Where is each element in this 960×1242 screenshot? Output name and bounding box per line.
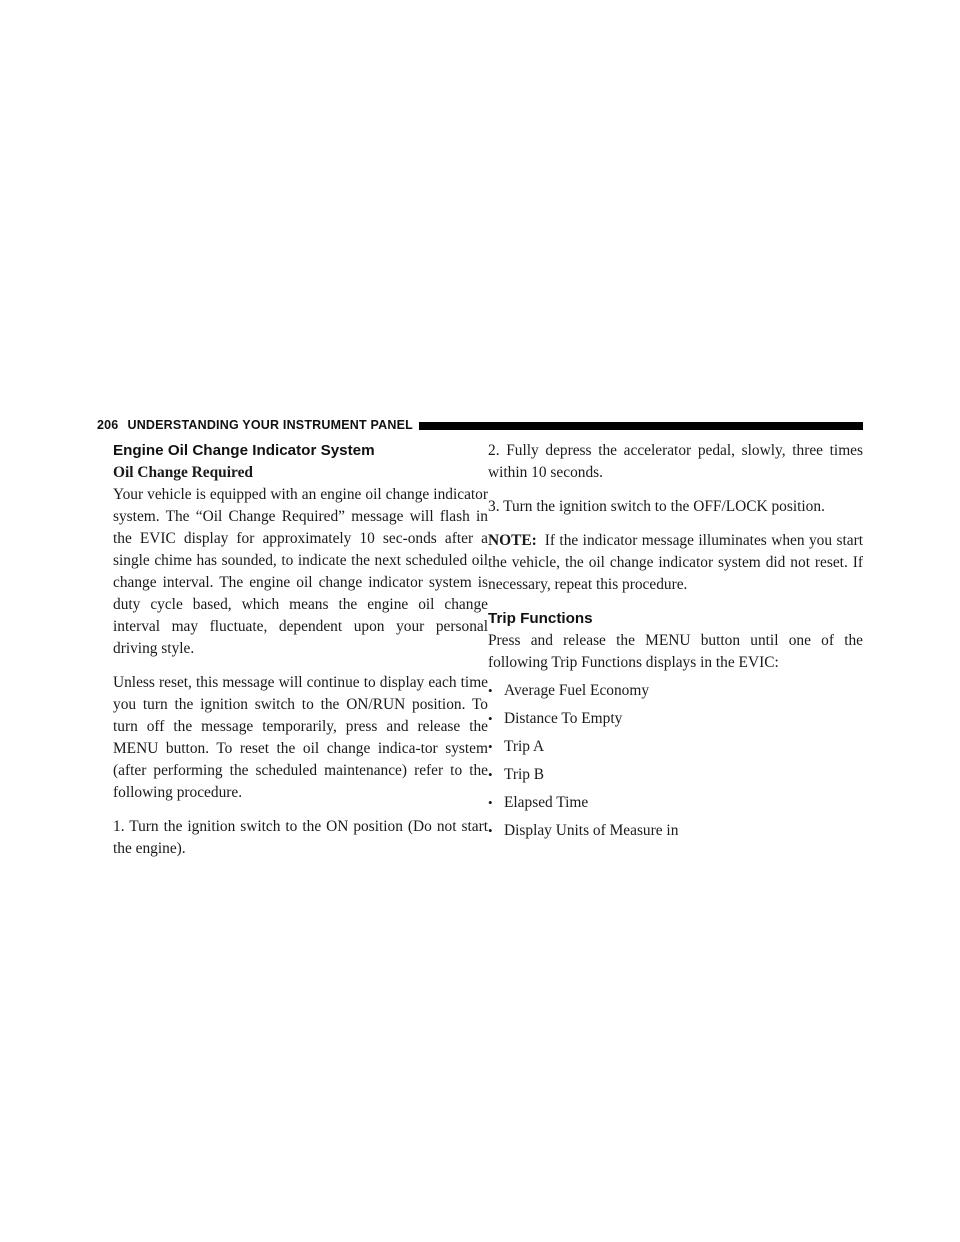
note-label: NOTE: xyxy=(488,532,537,549)
paragraph: Unless reset, this message will continue to display each time you turn the ignition switch to the ON/RUN position. To turn off the message temporarily, press and release the MENU button. To reset the oil change indica-tor system (after performing the scheduled maintenance) refer to the following procedure. xyxy=(113,674,488,801)
bullet-icon: • xyxy=(488,795,493,810)
page-number: 206 xyxy=(97,418,119,432)
paragraph: Press and release the MENU button until one of the following Trip Functions displays in the EVIC: xyxy=(488,632,863,671)
paragraph: Your vehicle is equipped with an engine oil change indicator system. The “Oil Change Required” message will flash in the EVIC display for approximately 10 sec-onds after a single chime has sounded, to indicate the next scheduled oil change interval. The engine oil change indicator system is duty cycle based, which means the engine oil change interval may fluctuate, dependent upon your personal driving style. xyxy=(113,486,488,657)
header-title xyxy=(97,418,413,432)
bullet-icon: • xyxy=(488,823,493,838)
header-rule xyxy=(419,422,863,430)
right-column xyxy=(488,440,863,848)
list-item: • Display Units of Measure in xyxy=(488,820,863,848)
section-heading: Engine Oil Change Indicator System xyxy=(113,442,375,459)
list-item: • Average Fuel Economy xyxy=(488,680,863,708)
page-header xyxy=(97,416,863,438)
bullet-icon: • xyxy=(488,767,493,782)
section-title: UNDERSTANDING YOUR INSTRUMENT PANEL xyxy=(127,418,413,432)
paragraph: 2. Fully depress the accelerator pedal, slowly, three times within 10 seconds. xyxy=(488,442,863,481)
note xyxy=(488,530,863,596)
bullet-icon: • xyxy=(488,711,493,726)
left-column xyxy=(113,440,488,860)
bullet-list xyxy=(488,680,863,848)
paragraph: 3. Turn the ignition switch to the OFF/LOCK position. xyxy=(488,498,825,515)
list-item: • Trip B xyxy=(488,764,863,792)
subsection-heading: Oil Change Required xyxy=(113,464,253,481)
note-text: If the indicator message illuminates when you start the vehicle, the oil change indicator system did not reset. If necessary, repeat this procedure. xyxy=(488,532,863,593)
bullet-icon: • xyxy=(488,739,493,754)
list-item: • Distance To Empty xyxy=(488,708,863,736)
list-item: • Trip A xyxy=(488,736,863,764)
list-item: • Elapsed Time xyxy=(488,792,863,820)
bullet-icon: • xyxy=(488,683,493,698)
paragraph: 1. Turn the ignition switch to the ON position (Do not start the engine). xyxy=(113,818,488,857)
section-heading: Trip Functions xyxy=(488,610,593,627)
